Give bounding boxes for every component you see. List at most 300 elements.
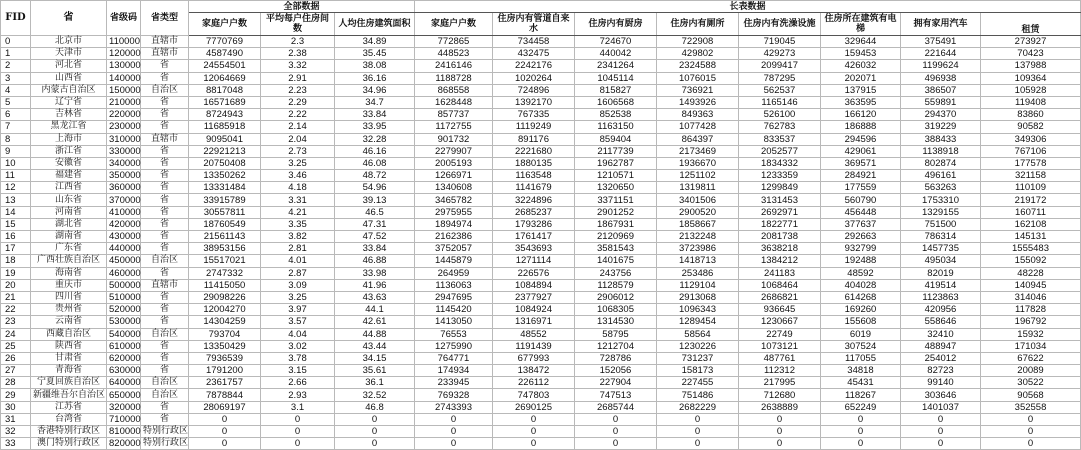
table-row[interactable] [1,84,1081,96]
cell-long-car[interactable]: 559891 [901,96,981,108]
cell-long-car[interactable]: 1123863 [901,291,981,303]
cell-all-area[interactable]: 35.45 [335,48,415,60]
cell-long-tap-water[interactable]: 1392170 [493,96,575,108]
cell-province[interactable]: 内蒙古自治区 [31,84,107,96]
table-row[interactable] [1,255,1081,267]
cell-long-toilet[interactable]: 736921 [657,84,739,96]
cell-long-kitchen[interactable]: 0 [575,426,657,438]
cell-long-toilet[interactable]: 158173 [657,365,739,377]
cell-long-toilet[interactable]: 1289454 [657,316,739,328]
table-row[interactable] [1,157,1081,169]
table-row[interactable] [1,316,1081,328]
cell-long-bath[interactable]: 1165146 [739,96,821,108]
cell-type[interactable]: 省 [141,170,189,182]
cell-all-households[interactable]: 18760549 [189,218,261,230]
table-row[interactable] [1,170,1081,182]
cell-fid[interactable]: 7 [1,121,31,133]
cell-long-households[interactable]: 2279907 [415,145,493,157]
cell-code[interactable]: 370000 [107,194,141,206]
cell-code[interactable]: 430000 [107,231,141,243]
cell-long-toilet[interactable]: 2132248 [657,231,739,243]
cell-type[interactable]: 省 [141,60,189,72]
cell-long-kitchen[interactable]: 58795 [575,328,657,340]
cell-code[interactable]: 330000 [107,145,141,157]
cell-type[interactable]: 省 [141,243,189,255]
table-row[interactable] [1,328,1081,340]
cell-fid[interactable]: 19 [1,267,31,279]
cell-long-households[interactable]: 1445879 [415,255,493,267]
cell-type[interactable]: 省 [141,316,189,328]
cell-long-toilet[interactable]: 722908 [657,36,739,48]
cell-type[interactable]: 省 [141,121,189,133]
cell-all-households[interactable]: 793704 [189,328,261,340]
cell-long-tap-water[interactable]: 2690125 [493,401,575,413]
cell-fid[interactable]: 17 [1,243,31,255]
cell-long-elevator[interactable]: 363595 [821,96,901,108]
header-all-area-per-capita[interactable]: 人均住房建筑面积 [335,13,415,36]
cell-long-elevator[interactable]: 155608 [821,316,901,328]
cell-long-car[interactable]: 419514 [901,279,981,291]
cell-all-rooms[interactable]: 2.3 [261,36,335,48]
cell-type[interactable]: 省 [141,231,189,243]
table-row[interactable] [1,231,1081,243]
cell-type[interactable]: 省 [141,109,189,121]
cell-code[interactable]: 810000 [107,426,141,438]
cell-long-car[interactable]: 254012 [901,352,981,364]
cell-long-toilet[interactable]: 1096343 [657,304,739,316]
cell-long-bath[interactable]: 487761 [739,352,821,364]
cell-all-rooms[interactable]: 3.25 [261,291,335,303]
cell-long-rent[interactable]: 90568 [981,389,1081,401]
cell-long-rent[interactable]: 83860 [981,109,1081,121]
cell-long-rent[interactable]: 1555483 [981,243,1081,255]
cell-long-elevator[interactable]: 177559 [821,182,901,194]
cell-long-toilet[interactable]: 849363 [657,109,739,121]
cell-long-toilet[interactable]: 1493926 [657,96,739,108]
cell-long-elevator[interactable]: 426032 [821,60,901,72]
cell-all-households[interactable]: 20750408 [189,157,261,169]
cell-all-households[interactable]: 38953156 [189,243,261,255]
header-long-elevator[interactable]: 住房所在建筑有电梯 [821,13,901,36]
cell-long-rent[interactable]: 109364 [981,72,1081,84]
cell-all-rooms[interactable]: 2.91 [261,72,335,84]
cell-long-rent[interactable]: 119408 [981,96,1081,108]
cell-long-toilet[interactable]: 0 [657,426,739,438]
cell-type[interactable]: 自治区 [141,328,189,340]
cell-all-households[interactable]: 11685918 [189,121,261,133]
cell-all-households[interactable]: 29098226 [189,291,261,303]
cell-fid[interactable]: 6 [1,109,31,121]
cell-all-area[interactable]: 33.84 [335,109,415,121]
table-row[interactable] [1,243,1081,255]
cell-long-kitchen[interactable]: 2906012 [575,291,657,303]
cell-long-elevator[interactable]: 6019 [821,328,901,340]
cell-all-area[interactable]: 38.08 [335,60,415,72]
cell-long-bath[interactable]: 3131453 [739,194,821,206]
table-row[interactable] [1,413,1081,425]
cell-long-bath[interactable]: 0 [739,413,821,425]
cell-province[interactable]: 四川省 [31,291,107,303]
cell-long-car[interactable]: 488947 [901,340,981,352]
cell-long-tap-water[interactable]: 0 [493,426,575,438]
cell-type[interactable]: 直辖市 [141,36,189,48]
table-row[interactable] [1,304,1081,316]
cell-long-toilet[interactable]: 1230226 [657,340,739,352]
cell-long-toilet[interactable]: 3401506 [657,194,739,206]
cell-all-households[interactable]: 4587490 [189,48,261,60]
cell-long-kitchen[interactable]: 1320650 [575,182,657,194]
cell-long-car[interactable]: 99140 [901,377,981,389]
cell-type[interactable]: 直辖市 [141,133,189,145]
table-row[interactable] [1,218,1081,230]
cell-all-rooms[interactable]: 2.22 [261,109,335,121]
cell-long-kitchen[interactable]: 1867931 [575,218,657,230]
cell-province[interactable]: 台湾省 [31,413,107,425]
cell-all-households[interactable]: 13350262 [189,170,261,182]
cell-long-elevator[interactable]: 34818 [821,365,901,377]
cell-all-rooms[interactable]: 2.73 [261,145,335,157]
cell-code[interactable]: 520000 [107,304,141,316]
cell-long-rent[interactable]: 0 [981,426,1081,438]
cell-long-bath[interactable]: 1073121 [739,340,821,352]
cell-long-households[interactable]: 1413050 [415,316,493,328]
cell-long-bath[interactable]: 1068464 [739,279,821,291]
table-row[interactable] [1,340,1081,352]
cell-province[interactable]: 澳门特别行政区 [31,438,107,450]
header-type[interactable]: 省类型 [141,1,189,36]
cell-code[interactable]: 120000 [107,48,141,60]
cell-long-rent[interactable]: 0 [981,413,1081,425]
cell-long-elevator[interactable]: 186888 [821,121,901,133]
cell-long-car[interactable]: 1457735 [901,243,981,255]
header-long-rent[interactable]: 租赁 [981,13,1081,36]
cell-long-kitchen[interactable]: 152056 [575,365,657,377]
cell-all-area[interactable]: 43.44 [335,340,415,352]
cell-all-households[interactable]: 13331484 [189,182,261,194]
cell-province[interactable]: 湖北省 [31,218,107,230]
cell-long-households[interactable]: 2162386 [415,231,493,243]
cell-all-area[interactable]: 35.61 [335,365,415,377]
cell-long-kitchen[interactable]: 3371151 [575,194,657,206]
cell-type[interactable]: 特别行政区 [141,438,189,450]
cell-long-rent[interactable]: 352558 [981,401,1081,413]
cell-long-households[interactable]: 857737 [415,109,493,121]
cell-long-tap-water[interactable]: 747803 [493,389,575,401]
cell-fid[interactable]: 21 [1,291,31,303]
cell-all-area[interactable]: 47.31 [335,218,415,230]
cell-code[interactable]: 460000 [107,267,141,279]
cell-long-rent[interactable]: 105928 [981,84,1081,96]
cell-long-elevator[interactable]: 307524 [821,340,901,352]
cell-long-kitchen[interactable]: 1128579 [575,279,657,291]
cell-long-tap-water[interactable]: 1163548 [493,170,575,182]
cell-code[interactable]: 450000 [107,255,141,267]
cell-province[interactable]: 北京市 [31,36,107,48]
cell-province[interactable]: 黑龙江省 [31,121,107,133]
cell-long-households[interactable]: 2005193 [415,157,493,169]
cell-long-car[interactable]: 1753310 [901,194,981,206]
cell-long-bath[interactable]: 2692971 [739,206,821,218]
cell-code[interactable]: 510000 [107,291,141,303]
cell-long-rent[interactable]: 314046 [981,291,1081,303]
cell-long-elevator[interactable]: 166120 [821,109,901,121]
cell-province[interactable]: 河北省 [31,60,107,72]
cell-long-elevator[interactable]: 377637 [821,218,901,230]
cell-long-car[interactable]: 495034 [901,255,981,267]
cell-long-rent[interactable]: 67622 [981,352,1081,364]
cell-long-kitchen[interactable]: 1401675 [575,255,657,267]
cell-long-households[interactable]: 1145420 [415,304,493,316]
cell-long-kitchen[interactable]: 3581543 [575,243,657,255]
table-row[interactable] [1,60,1081,72]
cell-all-households[interactable]: 1791200 [189,365,261,377]
cell-all-households[interactable]: 15517021 [189,255,261,267]
cell-fid[interactable]: 15 [1,218,31,230]
table-row[interactable] [1,352,1081,364]
cell-all-rooms[interactable]: 3.25 [261,157,335,169]
cell-long-bath[interactable]: 2686821 [739,291,821,303]
cell-all-area[interactable]: 34.89 [335,36,415,48]
cell-all-area[interactable]: 33.98 [335,267,415,279]
table-row[interactable] [1,401,1081,413]
cell-long-toilet[interactable]: 1858667 [657,218,739,230]
header-long-toilet[interactable]: 住房内有厕所 [657,13,739,36]
cell-long-kitchen[interactable]: 859404 [575,133,657,145]
cell-long-tap-water[interactable]: 767335 [493,109,575,121]
cell-long-kitchen[interactable]: 1163150 [575,121,657,133]
cell-type[interactable]: 自治区 [141,389,189,401]
cell-long-car[interactable]: 82019 [901,267,981,279]
cell-long-rent[interactable]: 15932 [981,328,1081,340]
cell-fid[interactable]: 14 [1,206,31,218]
cell-long-elevator[interactable]: 932799 [821,243,901,255]
cell-all-rooms[interactable]: 3.57 [261,316,335,328]
cell-long-toilet[interactable]: 2913068 [657,291,739,303]
cell-fid[interactable]: 12 [1,182,31,194]
cell-long-car[interactable]: 0 [901,438,981,450]
cell-all-area[interactable]: 33.95 [335,121,415,133]
cell-code[interactable]: 220000 [107,109,141,121]
cell-long-households[interactable]: 448523 [415,48,493,60]
cell-long-tap-water[interactable]: 724896 [493,84,575,96]
cell-long-households[interactable]: 1628448 [415,96,493,108]
cell-long-tap-water[interactable]: 2377927 [493,291,575,303]
cell-type[interactable]: 省 [141,352,189,364]
cell-long-tap-water[interactable]: 1084924 [493,304,575,316]
cell-all-rooms[interactable]: 3.31 [261,194,335,206]
cell-long-car[interactable]: 558646 [901,316,981,328]
cell-all-rooms[interactable]: 0 [261,426,335,438]
cell-code[interactable]: 420000 [107,218,141,230]
cell-code[interactable]: 650000 [107,389,141,401]
cell-long-kitchen[interactable]: 1212704 [575,340,657,352]
cell-long-bath[interactable]: 3638218 [739,243,821,255]
cell-long-bath[interactable]: 0 [739,426,821,438]
cell-long-bath[interactable]: 1384212 [739,255,821,267]
cell-all-area[interactable]: 44.88 [335,328,415,340]
cell-province[interactable]: 福建省 [31,170,107,182]
cell-long-rent[interactable]: 20089 [981,365,1081,377]
cell-long-tap-water[interactable]: 1316971 [493,316,575,328]
cell-long-elevator[interactable]: 0 [821,413,901,425]
cell-long-elevator[interactable]: 117055 [821,352,901,364]
cell-long-kitchen[interactable]: 1606568 [575,96,657,108]
cell-long-rent[interactable]: 219172 [981,194,1081,206]
cell-long-toilet[interactable]: 0 [657,413,739,425]
cell-all-rooms[interactable]: 2.23 [261,84,335,96]
cell-fid[interactable]: 28 [1,377,31,389]
cell-long-elevator[interactable]: 294596 [821,133,901,145]
cell-all-households[interactable]: 8817048 [189,84,261,96]
cell-long-households[interactable]: 264959 [415,267,493,279]
cell-long-rent[interactable]: 160711 [981,206,1081,218]
header-long-kitchen[interactable]: 住房内有厨房 [575,13,657,36]
cell-long-tap-water[interactable]: 3224896 [493,194,575,206]
cell-long-car[interactable]: 32410 [901,328,981,340]
cell-long-rent[interactable]: 273927 [981,36,1081,48]
cell-long-rent[interactable]: 145131 [981,231,1081,243]
cell-code[interactable]: 140000 [107,72,141,84]
cell-fid[interactable]: 16 [1,231,31,243]
cell-type[interactable]: 自治区 [141,84,189,96]
table-row[interactable] [1,96,1081,108]
cell-long-elevator[interactable]: 192488 [821,255,901,267]
cell-all-rooms[interactable]: 3.32 [261,60,335,72]
cell-type[interactable]: 省 [141,304,189,316]
cell-long-kitchen[interactable]: 1068305 [575,304,657,316]
cell-code[interactable]: 710000 [107,413,141,425]
cell-fid[interactable]: 4 [1,84,31,96]
cell-long-tap-water[interactable]: 3543693 [493,243,575,255]
cell-long-toilet[interactable]: 1076015 [657,72,739,84]
cell-long-tap-water[interactable]: 2221680 [493,145,575,157]
cell-province[interactable]: 上海市 [31,133,107,145]
cell-long-kitchen[interactable]: 0 [575,438,657,450]
cell-code[interactable]: 150000 [107,84,141,96]
cell-all-rooms[interactable]: 2.14 [261,121,335,133]
cell-long-tap-water[interactable]: 1191439 [493,340,575,352]
cell-long-car[interactable]: 0 [901,413,981,425]
cell-fid[interactable]: 10 [1,157,31,169]
cell-all-rooms[interactable]: 2.87 [261,267,335,279]
cell-all-households[interactable]: 21561143 [189,231,261,243]
cell-long-kitchen[interactable]: 852538 [575,109,657,121]
cell-type[interactable]: 特别行政区 [141,426,189,438]
cell-long-elevator[interactable]: 404028 [821,279,901,291]
cell-long-rent[interactable]: 767106 [981,145,1081,157]
header-long-tap-water[interactable]: 住房内有管道自来水 [493,13,575,36]
cell-province[interactable]: 海南省 [31,267,107,279]
cell-long-bath[interactable]: 1233359 [739,170,821,182]
cell-long-tap-water[interactable]: 1271114 [493,255,575,267]
cell-long-kitchen[interactable]: 1045114 [575,72,657,84]
cell-fid[interactable]: 9 [1,145,31,157]
cell-all-area[interactable]: 0 [335,426,415,438]
cell-long-households[interactable]: 1340608 [415,182,493,194]
header-all-rooms-per-household[interactable]: 平均每户住房间数 [261,13,335,36]
cell-long-rent[interactable]: 349306 [981,133,1081,145]
cell-all-households[interactable]: 7936539 [189,352,261,364]
cell-type[interactable]: 省 [141,365,189,377]
cell-long-elevator[interactable]: 652249 [821,401,901,413]
cell-all-households[interactable]: 24554501 [189,60,261,72]
cell-long-households[interactable]: 3465782 [415,194,493,206]
cell-long-tap-water[interactable]: 432475 [493,48,575,60]
cell-long-bath[interactable]: 719045 [739,36,821,48]
cell-all-area[interactable]: 0 [335,438,415,450]
cell-province[interactable]: 重庆市 [31,279,107,291]
table-row[interactable] [1,426,1081,438]
cell-code[interactable]: 530000 [107,316,141,328]
cell-all-households[interactable]: 16571689 [189,96,261,108]
header-long-households[interactable]: 家庭户户数 [415,13,493,36]
cell-province[interactable]: 新疆维吾尔自治区 [31,389,107,401]
table-row[interactable] [1,133,1081,145]
cell-long-bath[interactable]: 22749 [739,328,821,340]
cell-code[interactable]: 410000 [107,206,141,218]
cell-province[interactable]: 湖南省 [31,231,107,243]
cell-long-rent[interactable]: 137988 [981,60,1081,72]
cell-long-kitchen[interactable]: 815827 [575,84,657,96]
cell-all-households[interactable]: 14304259 [189,316,261,328]
cell-province[interactable]: 广西壮族自治区 [31,255,107,267]
cell-long-tap-water[interactable]: 2685237 [493,206,575,218]
cell-all-area[interactable]: 46.5 [335,206,415,218]
cell-all-area[interactable]: 54.96 [335,182,415,194]
cell-all-rooms[interactable]: 3.97 [261,304,335,316]
cell-code[interactable]: 500000 [107,279,141,291]
cell-type[interactable]: 省 [141,182,189,194]
cell-all-area[interactable]: 46.8 [335,401,415,413]
cell-long-elevator[interactable]: 284921 [821,170,901,182]
cell-type[interactable]: 省 [141,206,189,218]
cell-long-households[interactable]: 0 [415,426,493,438]
cell-all-households[interactable]: 28069197 [189,401,261,413]
cell-all-area[interactable]: 0 [335,413,415,425]
cell-long-elevator[interactable]: 202071 [821,72,901,84]
cell-fid[interactable]: 30 [1,401,31,413]
cell-long-car[interactable]: 388433 [901,133,981,145]
cell-long-car[interactable]: 294370 [901,109,981,121]
cell-long-kitchen[interactable]: 1962787 [575,157,657,169]
cell-fid[interactable]: 1 [1,48,31,60]
cell-all-households[interactable]: 12064669 [189,72,261,84]
table-row[interactable] [1,109,1081,121]
cell-long-kitchen[interactable]: 0 [575,413,657,425]
cell-long-bath[interactable]: 241183 [739,267,821,279]
cell-fid[interactable]: 25 [1,340,31,352]
cell-all-households[interactable]: 11415050 [189,279,261,291]
cell-long-rent[interactable]: 171034 [981,340,1081,352]
cell-long-toilet[interactable]: 429802 [657,48,739,60]
cell-all-area[interactable]: 46.88 [335,255,415,267]
cell-long-households[interactable]: 1172755 [415,121,493,133]
table-row[interactable] [1,279,1081,291]
cell-long-toilet[interactable]: 3723986 [657,243,739,255]
cell-long-households[interactable]: 0 [415,438,493,450]
header-all-households[interactable]: 家庭户户数 [189,13,261,36]
cell-long-bath[interactable]: 2052577 [739,145,821,157]
header-long-car[interactable]: 拥有家用汽车 [901,13,981,36]
cell-province[interactable]: 天津市 [31,48,107,60]
cell-all-rooms[interactable]: 2.81 [261,243,335,255]
table-row[interactable] [1,145,1081,157]
cell-long-households[interactable]: 901732 [415,133,493,145]
cell-long-tap-water[interactable]: 1141679 [493,182,575,194]
cell-fid[interactable]: 32 [1,426,31,438]
cell-all-rooms[interactable]: 2.29 [261,96,335,108]
cell-long-kitchen[interactable]: 2341264 [575,60,657,72]
